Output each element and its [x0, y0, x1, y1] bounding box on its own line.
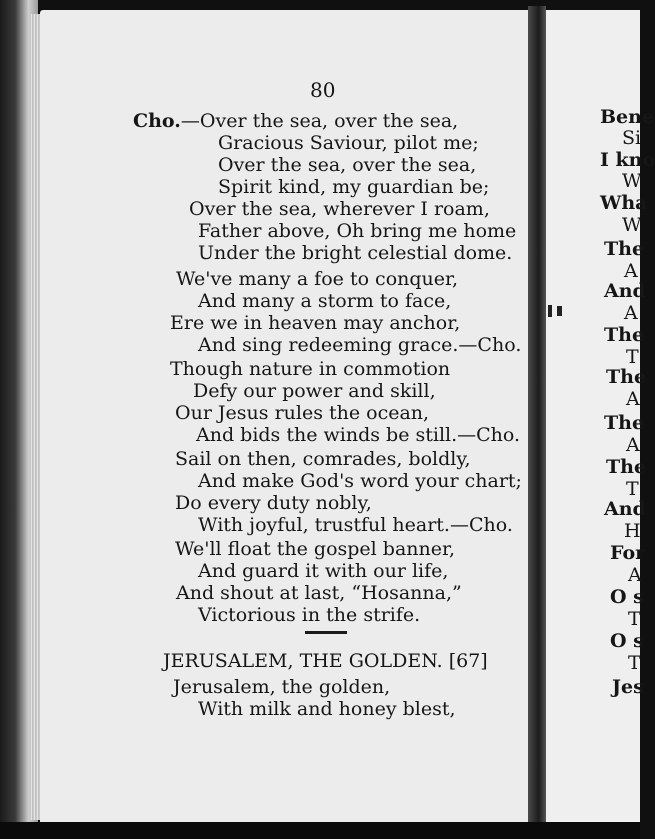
- right-fragment: The: [604, 324, 645, 346]
- book-gutter: [528, 6, 546, 828]
- verse-line: And many a storm to face,: [198, 290, 452, 312]
- chorus-line: Under the bright celestial dome.: [198, 242, 513, 264]
- right-fragment: T: [626, 346, 639, 368]
- right-fragment: The: [604, 412, 645, 434]
- verse-line: Do every duty nobly,: [175, 492, 372, 514]
- right-fragment: W: [622, 170, 642, 192]
- verse-line: And guard it with our life,: [198, 560, 449, 582]
- verse-line: With joyful, trustful heart.—Cho.: [198, 514, 513, 536]
- right-fragment: A: [628, 564, 642, 586]
- right-fragment: A: [624, 302, 638, 324]
- right-fragment: And: [604, 280, 646, 302]
- right-fragment: T: [628, 652, 641, 674]
- verse-line: Our Jesus rules the ocean,: [175, 402, 430, 424]
- right-fragment: H: [624, 520, 641, 542]
- right-fragment: Bene: [600, 106, 655, 128]
- right-fragment: A: [624, 260, 638, 282]
- chorus-line: Over the sea, wherever I roam,: [189, 198, 490, 220]
- chorus-first-line: [133, 110, 458, 132]
- right-fragment: For: [610, 542, 646, 564]
- ink-speck: [548, 305, 552, 317]
- hymn-line: With milk and honey blest,: [198, 698, 456, 720]
- right-fragment: O s: [610, 630, 644, 652]
- right-fragment: Jes: [612, 676, 644, 698]
- right-fragment: Si: [622, 127, 642, 149]
- verse-line: We've many a foe to conquer,: [176, 268, 459, 290]
- chorus-line: Over the sea, over the sea,: [218, 154, 477, 176]
- hymn-number: [67]: [448, 650, 488, 672]
- hymn-line: Jerusalem, the golden,: [173, 676, 391, 698]
- right-fragment: W: [622, 214, 642, 236]
- verse-line: Defy our power and skill,: [193, 380, 436, 402]
- chorus-line: Gracious Saviour, pilot me;: [218, 132, 479, 154]
- verse-line: Ere we in heaven may anchor,: [170, 312, 461, 334]
- chorus-label: Cho.: [133, 110, 181, 132]
- ink-speck: [557, 306, 562, 316]
- chorus-line: Spirit kind, my guardian be;: [218, 176, 490, 198]
- page-number: 80: [310, 78, 336, 102]
- right-fragment: T: [626, 478, 639, 500]
- verse-line: Though nature in commotion: [170, 358, 451, 380]
- right-fragment: A: [626, 388, 640, 410]
- right-fragment: The: [606, 456, 647, 478]
- verse-line: Victorious in the strife.: [198, 604, 421, 626]
- verse-line: And shout at last, “Hosanna,”: [176, 582, 462, 604]
- hymn-title: JERUSALEM, THE GOLDEN.: [163, 650, 443, 672]
- verse-line: We'll float the gospel banner,: [175, 538, 456, 560]
- right-fragment: Wha: [600, 192, 648, 214]
- chorus-line: Father above, Oh bring me home: [198, 220, 517, 242]
- right-fragment: I kno: [600, 149, 655, 171]
- verse-line: Sail on then, comrades, boldly,: [175, 448, 471, 470]
- right-fragment: The: [604, 238, 645, 260]
- right-fragment: The: [606, 366, 647, 388]
- hymn-heading: [163, 650, 488, 672]
- right-fragment: A: [626, 434, 640, 456]
- chorus-line: —Over the sea, over the sea,: [180, 110, 459, 132]
- scan-border: [0, 822, 640, 839]
- verse-line: And sing redeeming grace.—Cho.: [198, 334, 522, 356]
- right-fragment: And: [604, 498, 646, 520]
- section-divider: [305, 631, 347, 634]
- verse-line: And bids the winds be still.—Cho.: [196, 424, 521, 446]
- right-fragment: T: [628, 608, 641, 630]
- verse-line: And make God's word your chart;: [198, 470, 522, 492]
- right-fragment: O s: [610, 586, 644, 608]
